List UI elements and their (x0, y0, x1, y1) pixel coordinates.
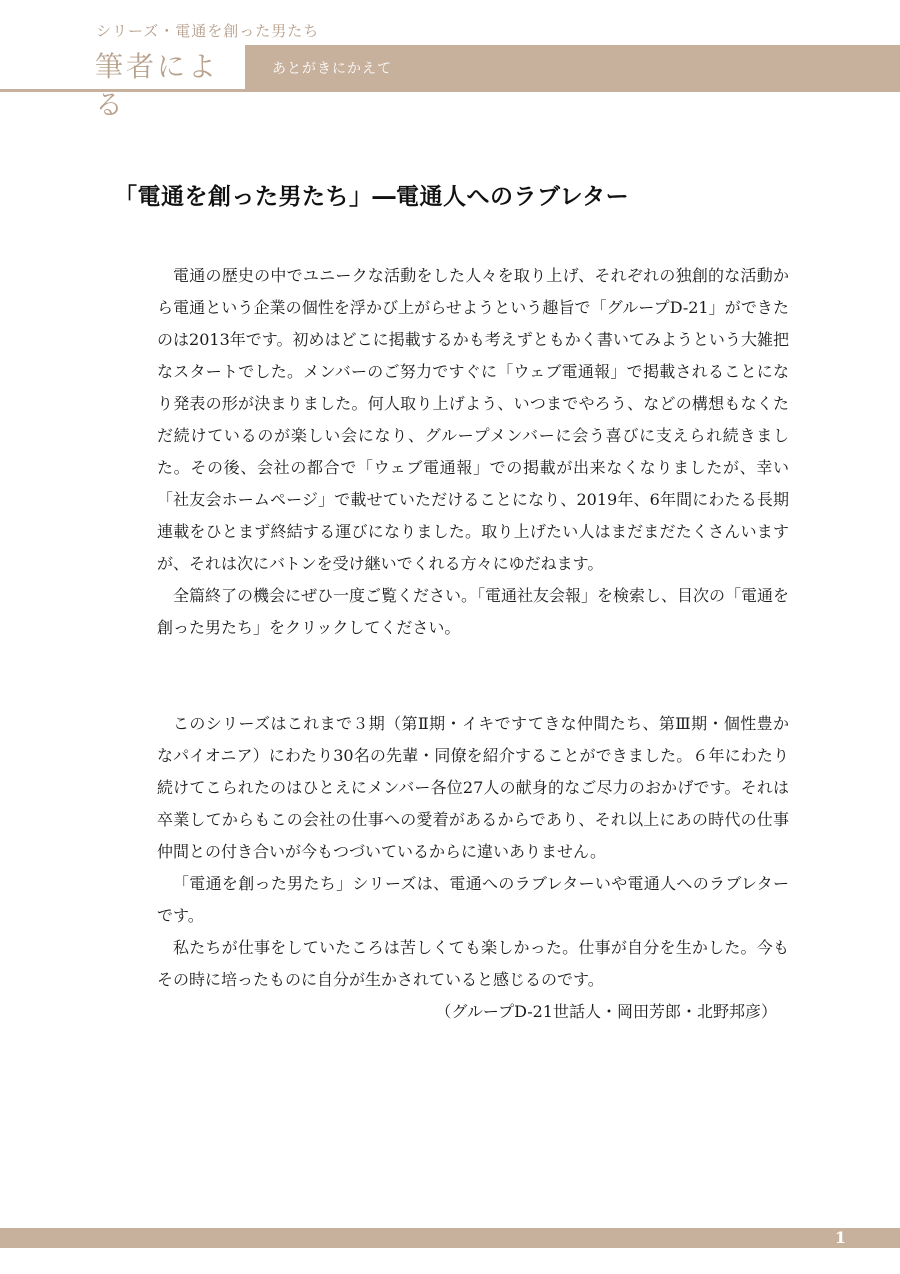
page-number: 1 (834, 1228, 846, 1247)
header-band (0, 45, 900, 121)
paragraph-5: 私たちが仕事をしていたころは苦しくても楽しかった。仕事が自分を生かした。今もその時に培ったものに自分が生かされていると感じるのです。 (157, 938, 789, 989)
paragraph-2: 全篇終了の機会にぜひ一度ご覧ください。「電通社友会報」を検索し、目次の「電通を創った男たち」をクリックしてください。 (157, 586, 790, 637)
article-title: 「電通を創った男たち」―電通人へのラブレター (114, 184, 630, 210)
page-subtitle: あとがきにかえて (272, 61, 392, 77)
paragraph-1: 電通の歴史の中でユニークな活動をした人々を取り上げ、それぞれの独創的な活動から電通という企業の個性を浮かび上がらせようという趣旨で「グループD-21」ができたのは2013年です。初めはどこに掲載するかも考えずともかく書いてみようという大雑把なスタートでした。メンバーのご努力ですぐに「ウェブ電通報」で掲載されることになり発表の形が決まりました。何人取り上げよう、いつまでやろう、などの構想もなくただ続けているのが楽しい会になり、グループメンバーに会う喜びに支えられ続きました。その後、会社の都合で「ウェブ電通報」での掲載が出来なくなりましたが、幸い「社友会ホームページ」で載せていただけることになり、2019年、6年間にわたる長期連載をひとまず終結する運びになりました。取り上げたい人はまだまだたくさんいますが、それは次にバトンを受け継いでくれる方々にゆだねます。 (157, 266, 789, 573)
article-body (157, 260, 789, 1028)
paragraph-3: このシリーズはこれまで３期（第Ⅱ期・イキですてきな仲間たち、第Ⅲ期・個性豊かなパイオニア）にわたり30名の先輩・同僚を紹介することができました。６年にわたり続けてこられたのはひとえにメンバー各位27人の献身的なご尽力のおかげです。それは卒業してからもこの会社の仕事への愛着があるからであり、それ以上にあの時代の仕事仲間との付き合いが今もつづいているからに違いありません。 (157, 714, 789, 861)
paragraph-gap (157, 644, 789, 676)
footer-band (0, 1228, 900, 1248)
page-title: 筆者による (95, 50, 220, 121)
paragraph-4: 「電通を創った男たち」シリーズは、電通へのラブレターいや電通人へのラブレターです。 (157, 874, 789, 925)
signature: （グループD-21世話人・岡田芳郎・北野邦彦） (435, 1002, 777, 1021)
series-label: シリーズ・電通を創った男たち (96, 22, 320, 40)
header-title-box (0, 45, 245, 121)
paragraph-gap (157, 676, 789, 708)
